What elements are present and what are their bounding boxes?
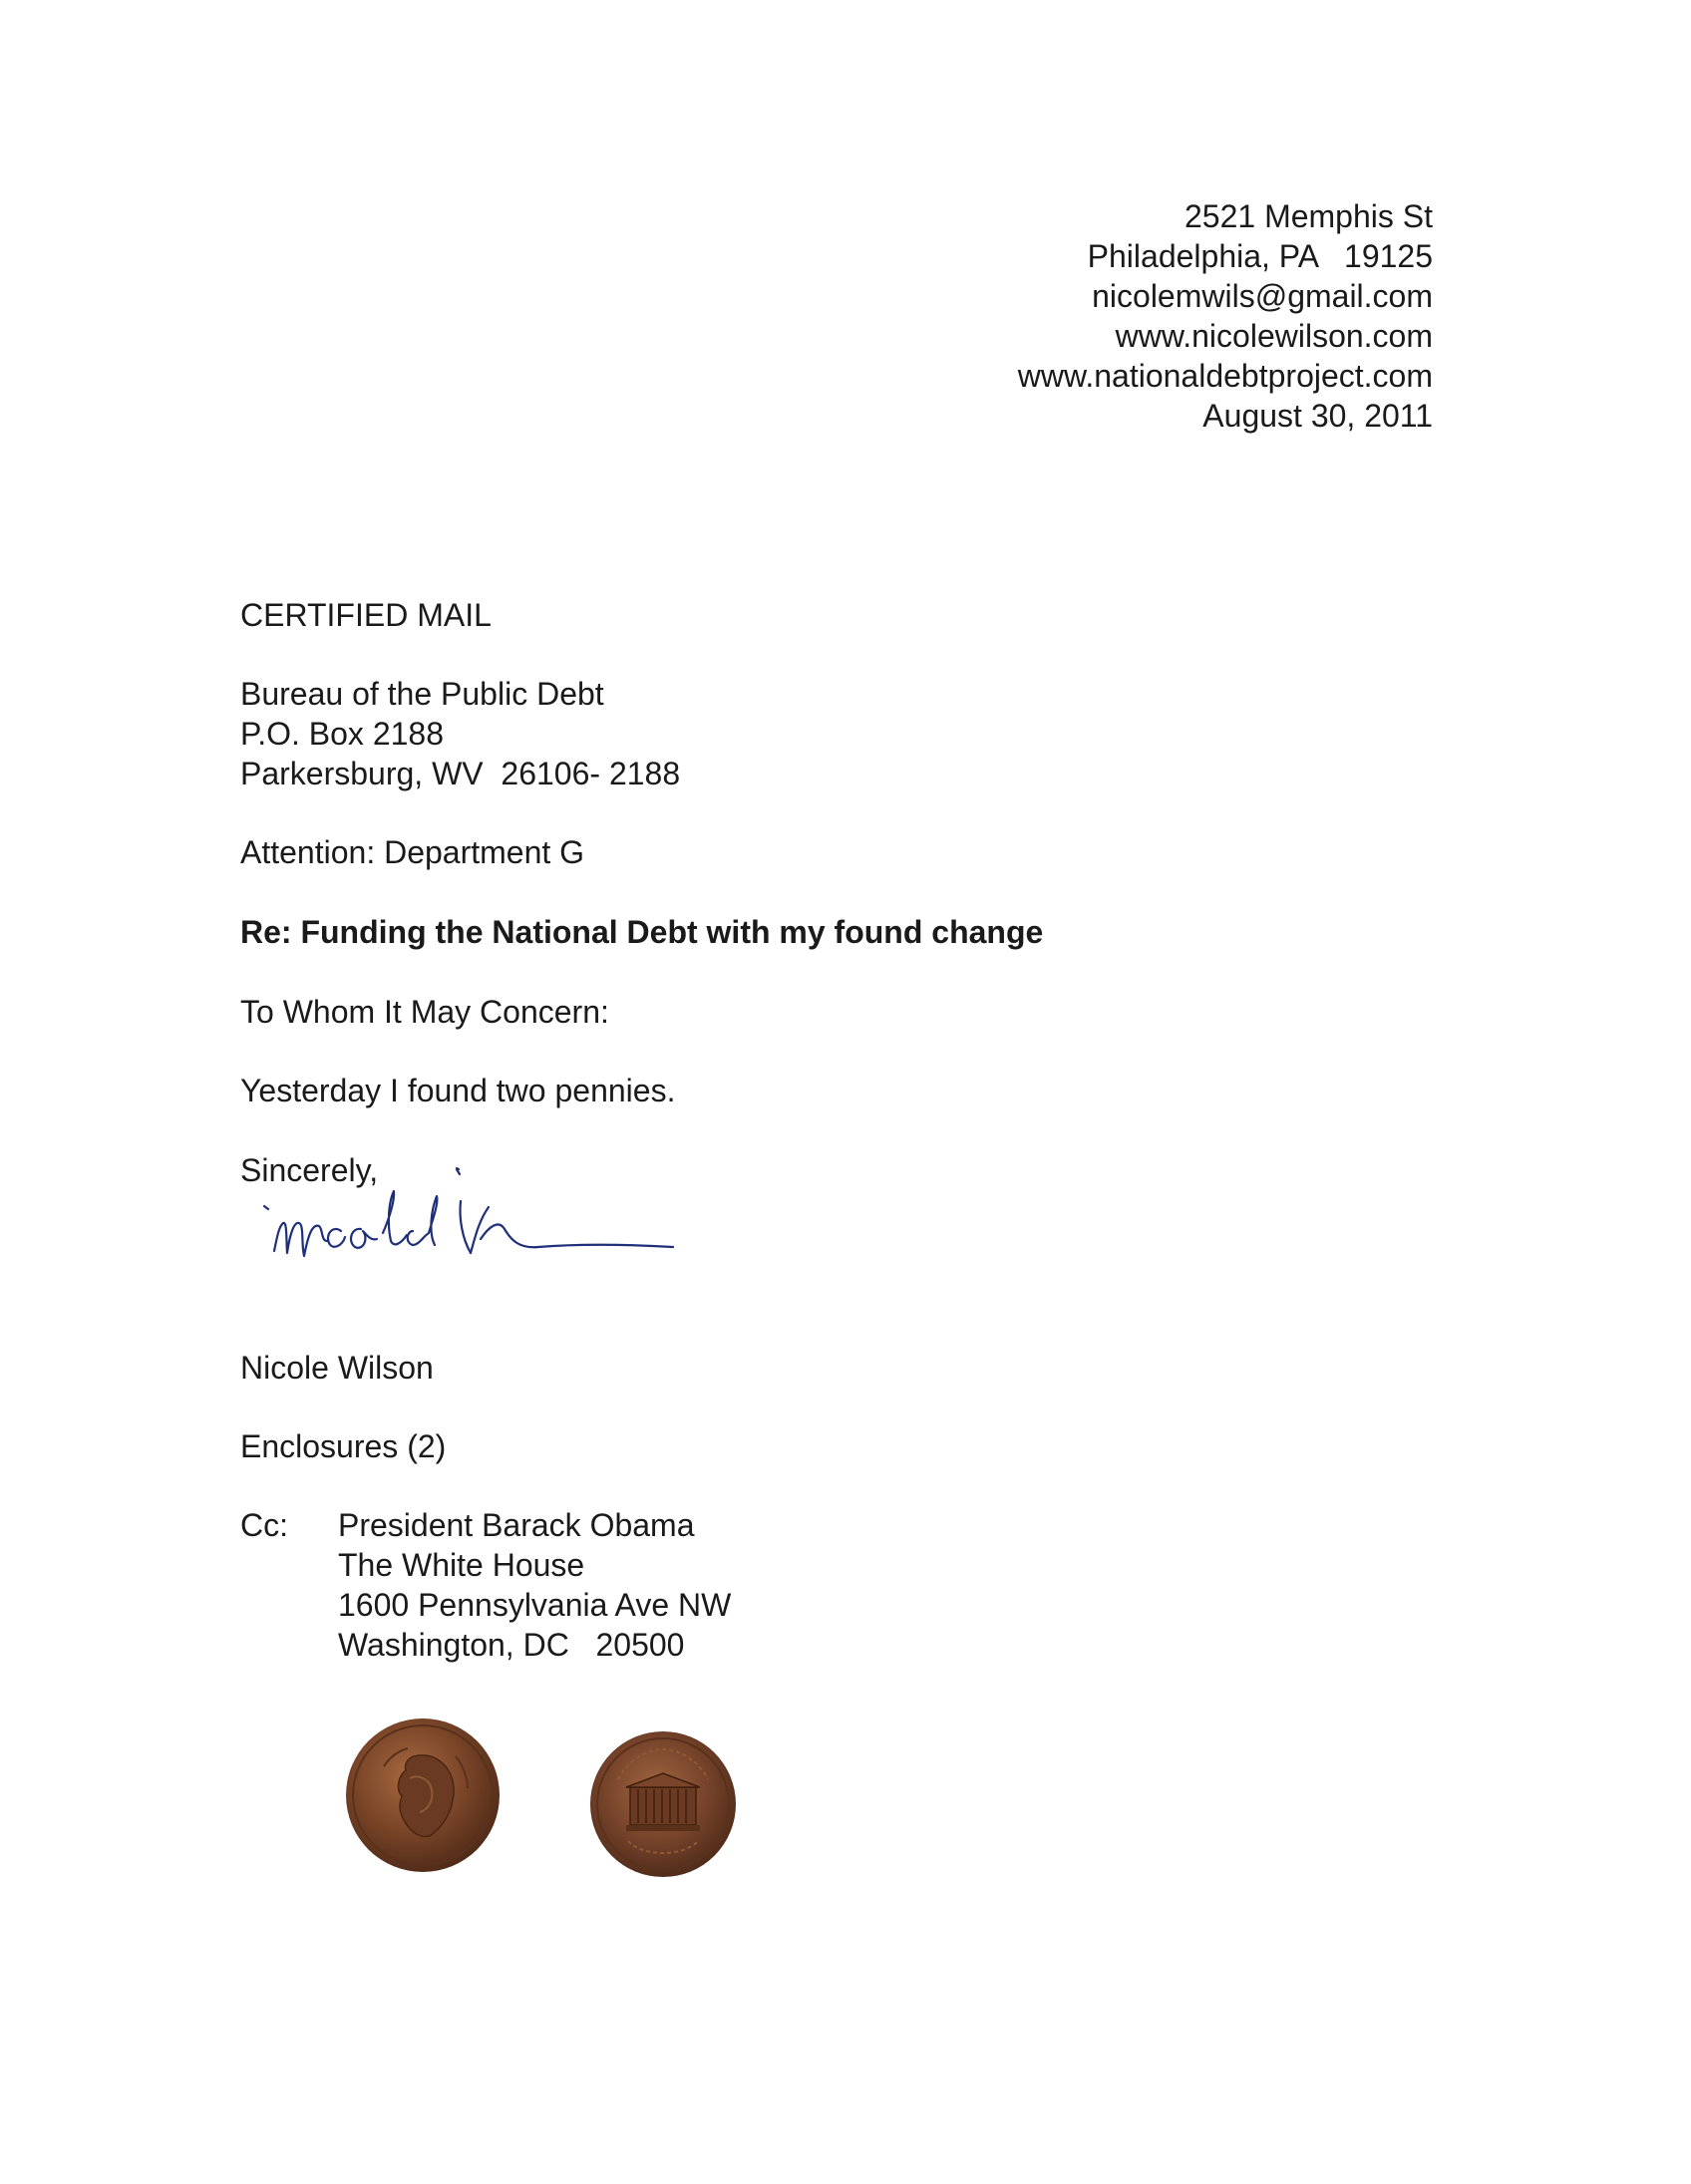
- sender-website-1: www.nicolewilson.com: [1115, 318, 1433, 354]
- letter-date: August 30, 2011: [1202, 398, 1433, 434]
- cc-address-block: [338, 1505, 731, 1665]
- sender-address-block: [1018, 196, 1433, 436]
- attention-line: Attention: Department G: [240, 834, 585, 870]
- sender-website-2: www.nationaldebtproject.com: [1017, 358, 1433, 394]
- recipient-po-box: P.O. Box 2188: [240, 716, 444, 752]
- signature-name: Nicole Wilson: [240, 1350, 434, 1386]
- cc-org: The White House: [338, 1547, 585, 1583]
- recipient-name: Bureau of the Public Debt: [240, 676, 604, 712]
- salutation: To Whom It May Concern:: [240, 994, 609, 1030]
- delivery-method: CERTIFIED MAIL: [240, 597, 492, 633]
- cc-street: 1600 Pennsylvania Ave NW: [338, 1587, 732, 1623]
- recipient-address-block: [240, 674, 680, 793]
- letter-body: Yesterday I found two pennies.: [240, 1073, 676, 1108]
- sender-street: 2521 Memphis St: [1184, 198, 1433, 234]
- cc-name: President Barack Obama: [338, 1507, 695, 1543]
- sender-email: nicolemwils@gmail.com: [1092, 278, 1433, 314]
- cc-city-state-zip: Washington, DC 20500: [338, 1627, 685, 1663]
- enclosures-line: Enclosures (2): [240, 1428, 447, 1464]
- closing: Sincerely,: [240, 1152, 379, 1188]
- sender-city-state-zip: Philadelphia, PA 19125: [1087, 238, 1433, 274]
- penny-tails-icon: [588, 1729, 738, 1879]
- subject-line: Re: Funding the National Debt with my found change: [240, 914, 1044, 950]
- handwritten-signature-icon: [249, 1161, 698, 1311]
- cc-label: Cc:: [240, 1507, 288, 1543]
- recipient-city-state-zip: Parkersburg, WV 26106- 2188: [240, 756, 681, 791]
- penny-heads-icon: [344, 1716, 502, 1874]
